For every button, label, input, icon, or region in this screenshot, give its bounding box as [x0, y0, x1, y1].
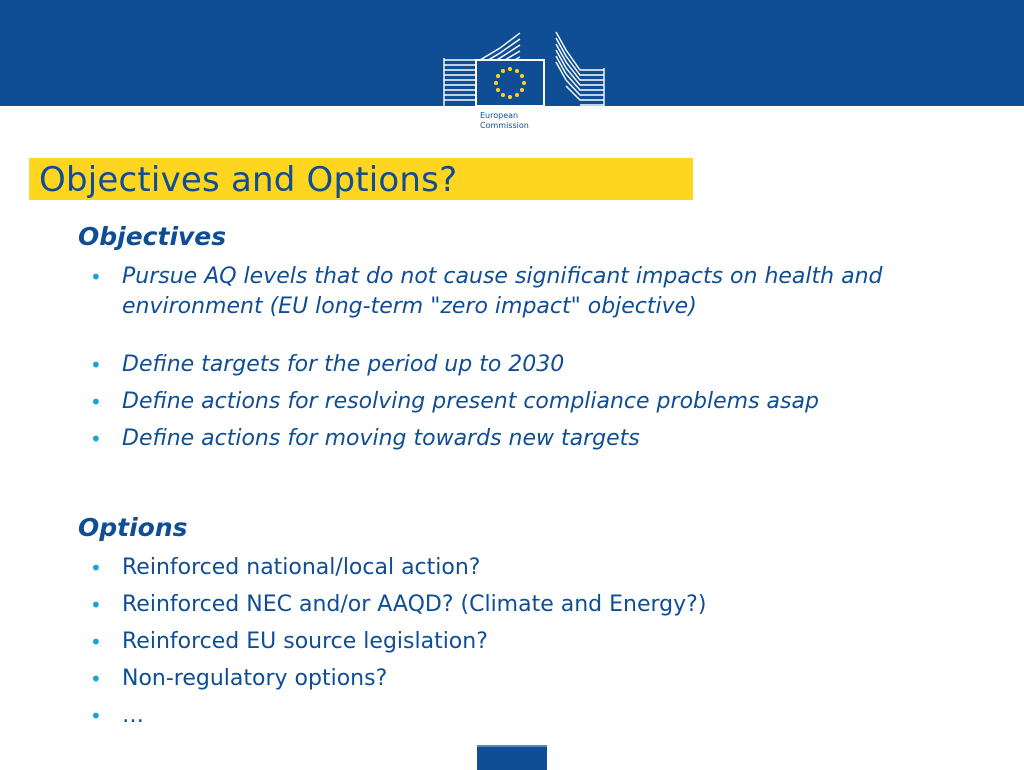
list-item: • Define actions for moving towards new targets [90, 424, 970, 454]
list-item: • Reinforced EU source legislation? [90, 627, 970, 657]
bullet-icon: • [90, 556, 102, 580]
bullet-icon: • [90, 265, 102, 289]
logo-line-2: Commission [480, 121, 529, 130]
logo-line-1: European [480, 111, 519, 120]
bullet-icon: • [90, 667, 102, 691]
list-item: • Define targets for the period up to 2030 [90, 350, 970, 380]
list-item: • Define actions for resolving present compliance problems asap [90, 387, 970, 417]
list-item: • Pursue AQ levels that do not cause significant impacts on health and environment (EU long-term "zero impact" objective) [90, 264, 883, 319]
bullet-icon: • [90, 593, 102, 617]
bullet-icon: • [90, 390, 102, 414]
bullet-icon: • [90, 704, 102, 728]
list-item: • Non-regulatory options? [90, 664, 970, 694]
options-heading: Options [78, 513, 188, 542]
list-item: • Reinforced national/local action? [90, 553, 970, 583]
bullet-icon: • [90, 427, 102, 451]
bullet-icon: • [90, 630, 102, 654]
page-title: Objectives and Options? [39, 160, 458, 200]
objectives-heading: Objectives [78, 222, 227, 251]
bullet-icon: • [90, 353, 102, 377]
logo-label [480, 111, 550, 131]
footer-flag [477, 745, 547, 770]
european-commission-logo [440, 30, 608, 143]
list-item: • … [90, 701, 970, 731]
list-item: • Reinforced NEC and/or AAQD? (Climate and Energy?) [90, 590, 970, 620]
